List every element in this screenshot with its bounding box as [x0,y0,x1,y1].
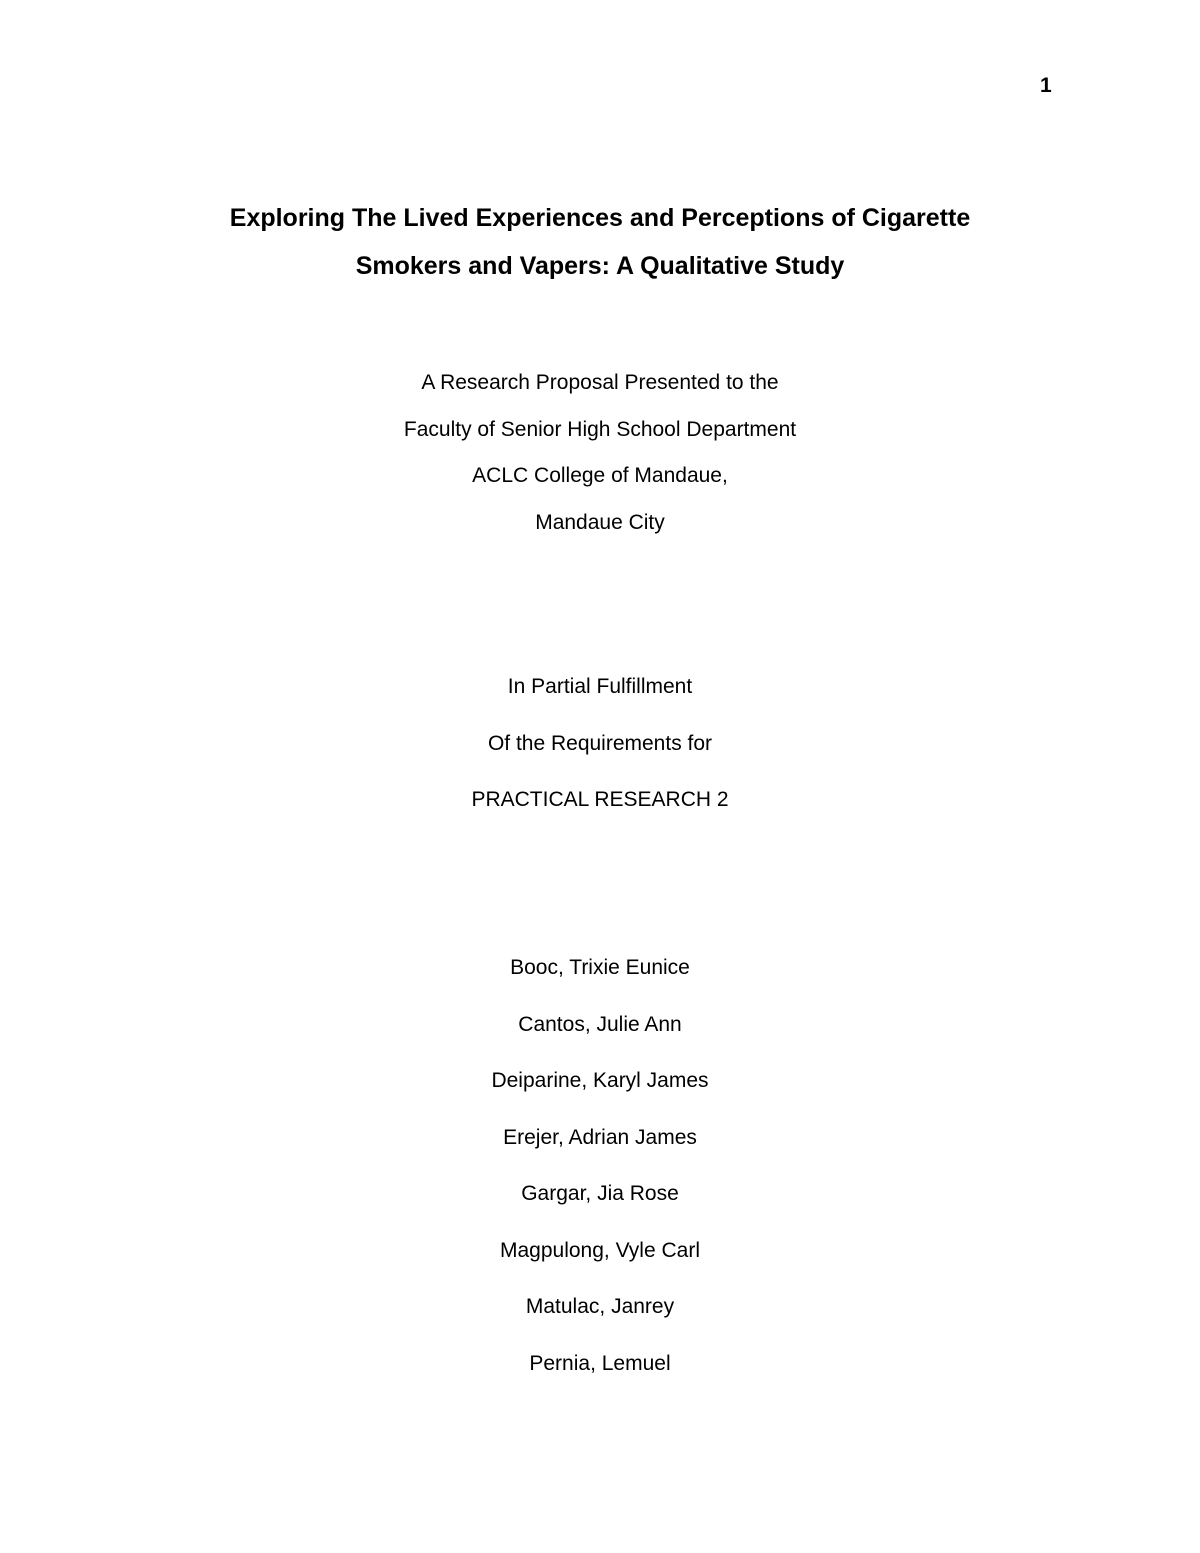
author-name: Erejer, Adrian James [503,1125,697,1149]
presentation-block [0,360,1200,546]
title-line-1: Exploring The Lived Experiences and Perceptions of Cigarette [229,204,971,232]
presentation-line: Faculty of Senior High School Department [403,417,797,441]
document-title [0,194,1200,290]
author-name: Deiparine, Karyl James [491,1069,709,1092]
fulfillment-block [0,659,1200,829]
page-number: 1 [1040,74,1052,97]
presentation-line: ACLC College of Mandaue, [472,464,728,487]
author-name: Magpulong, Vyle Carl [500,1238,700,1262]
presentation-line: A Research Proposal Presented to the [421,371,779,394]
fulfillment-line: In Partial Fulfillment [507,675,693,698]
title-line-2: Smokers and Vapers: A Qualitative Study [355,252,845,280]
course-name: PRACTICAL RESEARCH 2 [471,788,729,811]
fulfillment-line: Of the Requirements for [487,731,713,755]
author-name: Cantos, Julie Ann [518,1012,682,1036]
author-name: Matulac, Janrey [525,1295,675,1318]
presentation-line: Mandaue City [535,510,665,534]
author-name: Gargar, Jia Rose [521,1182,679,1205]
authors-list [0,940,1200,1392]
author-name: Booc, Trixie Eunice [510,956,690,979]
author-name: Pernia, Lemuel [529,1351,671,1375]
